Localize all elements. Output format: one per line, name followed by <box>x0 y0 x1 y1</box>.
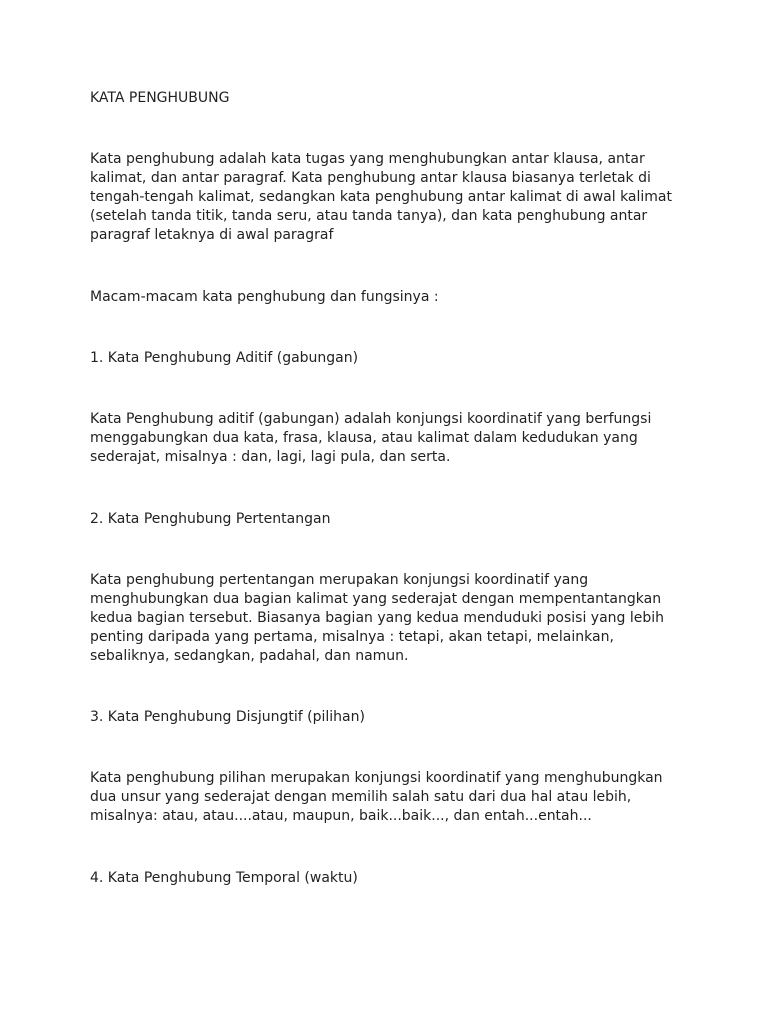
section-body-disjungtif: Kata penghubung pilihan merupakan konjungsi koordinatif yang menghubungkan dua unsur yang sederajat dengan memilih salah satu dari dua hal atau lebih, misalnya: atau, atau....atau, maupun, baik...baik..., dan entah...entah... <box>90 770 663 824</box>
section-heading-disjungtif: 3. Kata Penghubung Disjungtif (pilihan) <box>90 709 365 725</box>
types-heading: Macam-macam kata penghubung dan fungsinya : <box>90 289 439 305</box>
section-heading-temporal: 4. Kata Penghubung Temporal (waktu) <box>90 870 358 886</box>
section-heading-pertentangan: 2. Kata Penghubung Pertentangan <box>90 511 331 527</box>
intro-paragraph: Kata penghubung adalah kata tugas yang menghubungkan antar klausa, antar kalimat, dan antar paragraf. Kata penghubung antar klausa biasanya terletak di tengah-tengah kalimat, sedangkan kata penghubung antar kalimat di awal kalimat (setelah tanda titik, tanda seru, atau tanda tanya), dan kata penghubung antar paragraf letaknya di awal paragraf <box>90 151 672 243</box>
document-title: KATA PENGHUBUNG <box>90 90 230 106</box>
section-heading-aditif: 1. Kata Penghubung Aditif (gabungan) <box>90 350 359 366</box>
section-body-aditif: Kata Penghubung aditif (gabungan) adalah konjungsi koordinatif yang berfungsi menggabungkan dua kata, frasa, klausa, atau kalimat dalam kedudukan yang sederajat, misalnya : dan, lagi, lagi pula, dan serta. <box>90 411 652 465</box>
section-body-pertentangan: Kata penghubung pertentangan merupakan konjungsi koordinatif yang menghubungkan dua bagian kalimat yang sederajat dengan mempentantangkan kedua bagian tersebut. Biasanya bagian yang kedua menduduki posisi yang lebih penting daripada yang pertama, misalnya : tetapi, akan tetapi, melainkan, sebaliknya, sedangkan, padahal, dan namun. <box>90 572 665 664</box>
